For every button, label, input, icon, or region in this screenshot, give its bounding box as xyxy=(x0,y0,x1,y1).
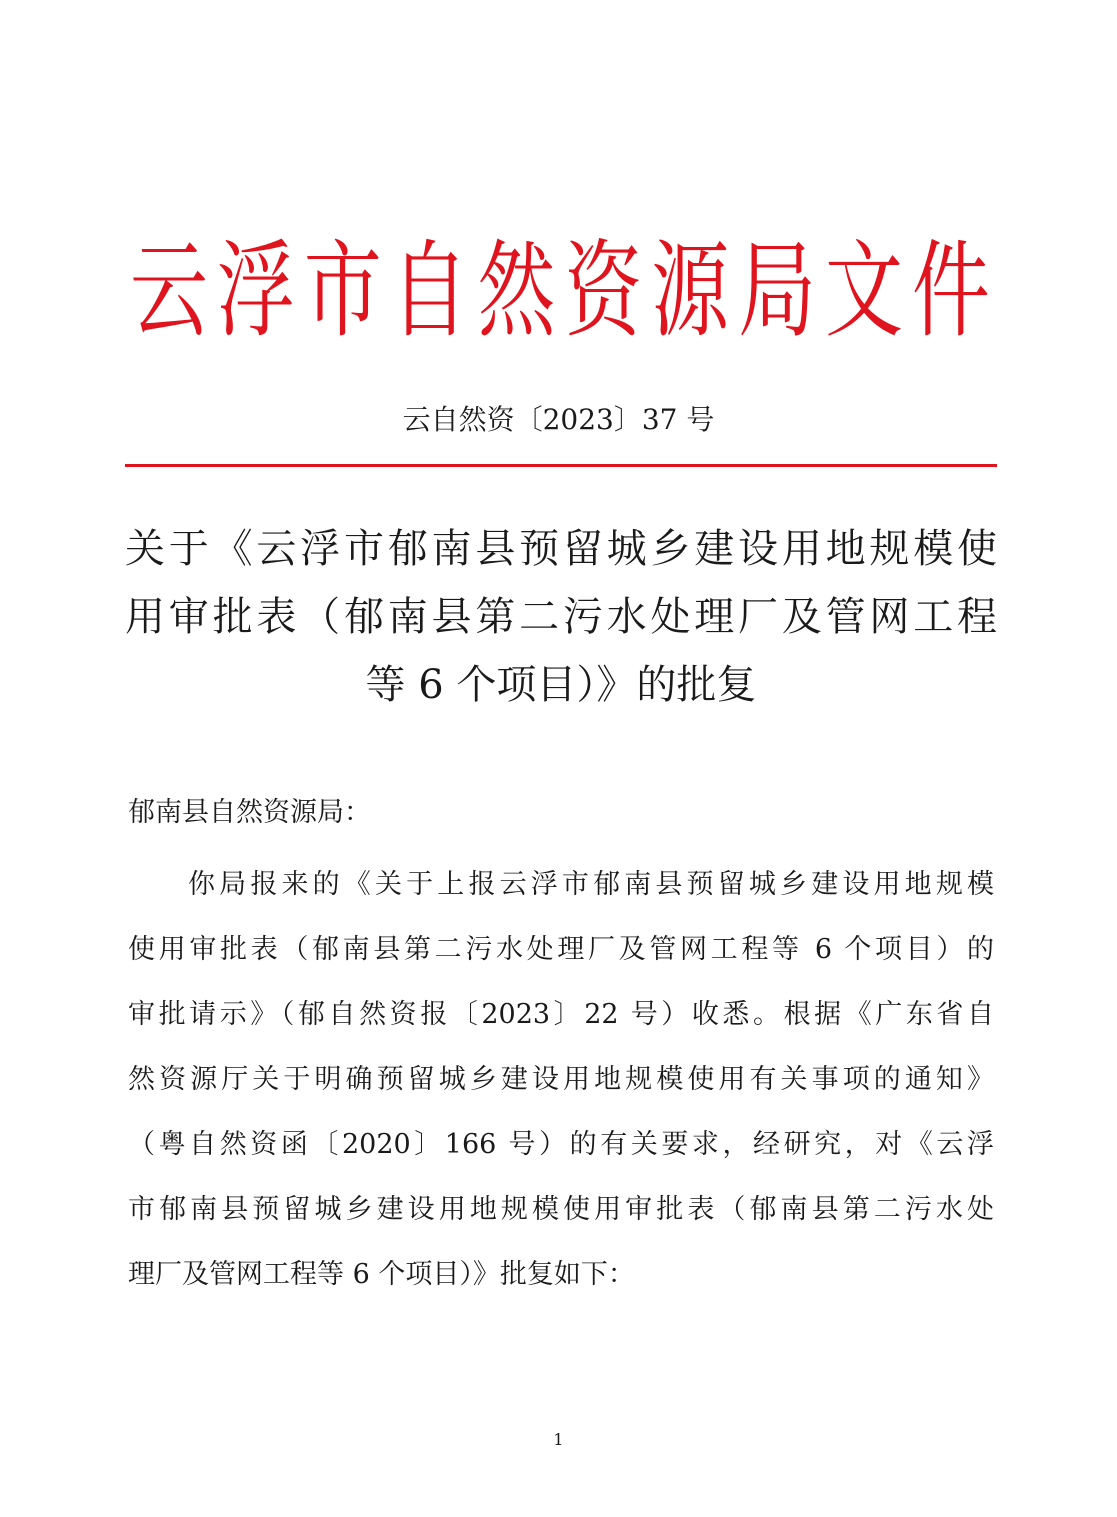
body-line: 审批请示》（郁自然资报〔2023〕22 号）收悉。根据《广东省自 xyxy=(128,999,994,1030)
body-line: 使用审批表（郁南县第二污水处理厂及管网工程等 6 个项目）的 xyxy=(128,934,994,965)
masthead-char: 资 xyxy=(564,231,643,353)
title-line: 等 6 个项目）》的批复 xyxy=(365,662,757,708)
body-line: 然资源厅关于明确预留城乡建设用地规模使用有关事项的通知》 xyxy=(128,1064,994,1095)
masthead-char: 件 xyxy=(911,231,990,353)
body-paragraph xyxy=(128,852,994,1307)
masthead-char: 然 xyxy=(477,231,556,353)
masthead-char: 局 xyxy=(738,231,817,353)
masthead-char: 浮 xyxy=(216,231,295,353)
addressee: 郁南县自然资源局： xyxy=(128,797,371,828)
title-line: 关于《云浮市郁南县预留城乡建设用地规模使 xyxy=(125,526,997,572)
document-number: 云自然资〔2023〕37 号 xyxy=(402,403,715,436)
masthead-char: 文 xyxy=(825,231,904,353)
masthead-char: 源 xyxy=(651,231,730,353)
body-line: 市郁南县预留城乡建设用地规模使用审批表（郁南县第二污水处 xyxy=(128,1194,994,1225)
body-line: 理厂及管网工程等 6 个项目）》批复如下： xyxy=(128,1259,635,1290)
body-line: 你局报来的《关于上报云浮市郁南县预留城乡建设用地规模 xyxy=(188,869,994,900)
document-title xyxy=(125,515,997,719)
body-line: （粤自然资函〔2020〕166 号）的有关要求，经研究，对《云浮 xyxy=(128,1129,994,1160)
masthead-char: 市 xyxy=(303,231,382,353)
masthead-title xyxy=(130,232,990,352)
title-line: 用审批表（郁南县第二污水处理厂及管网工程 xyxy=(125,594,997,640)
page-number: 1 xyxy=(553,1430,564,1449)
masthead-char: 自 xyxy=(390,231,469,353)
red-divider xyxy=(125,464,997,467)
masthead-char: 云 xyxy=(130,231,209,353)
